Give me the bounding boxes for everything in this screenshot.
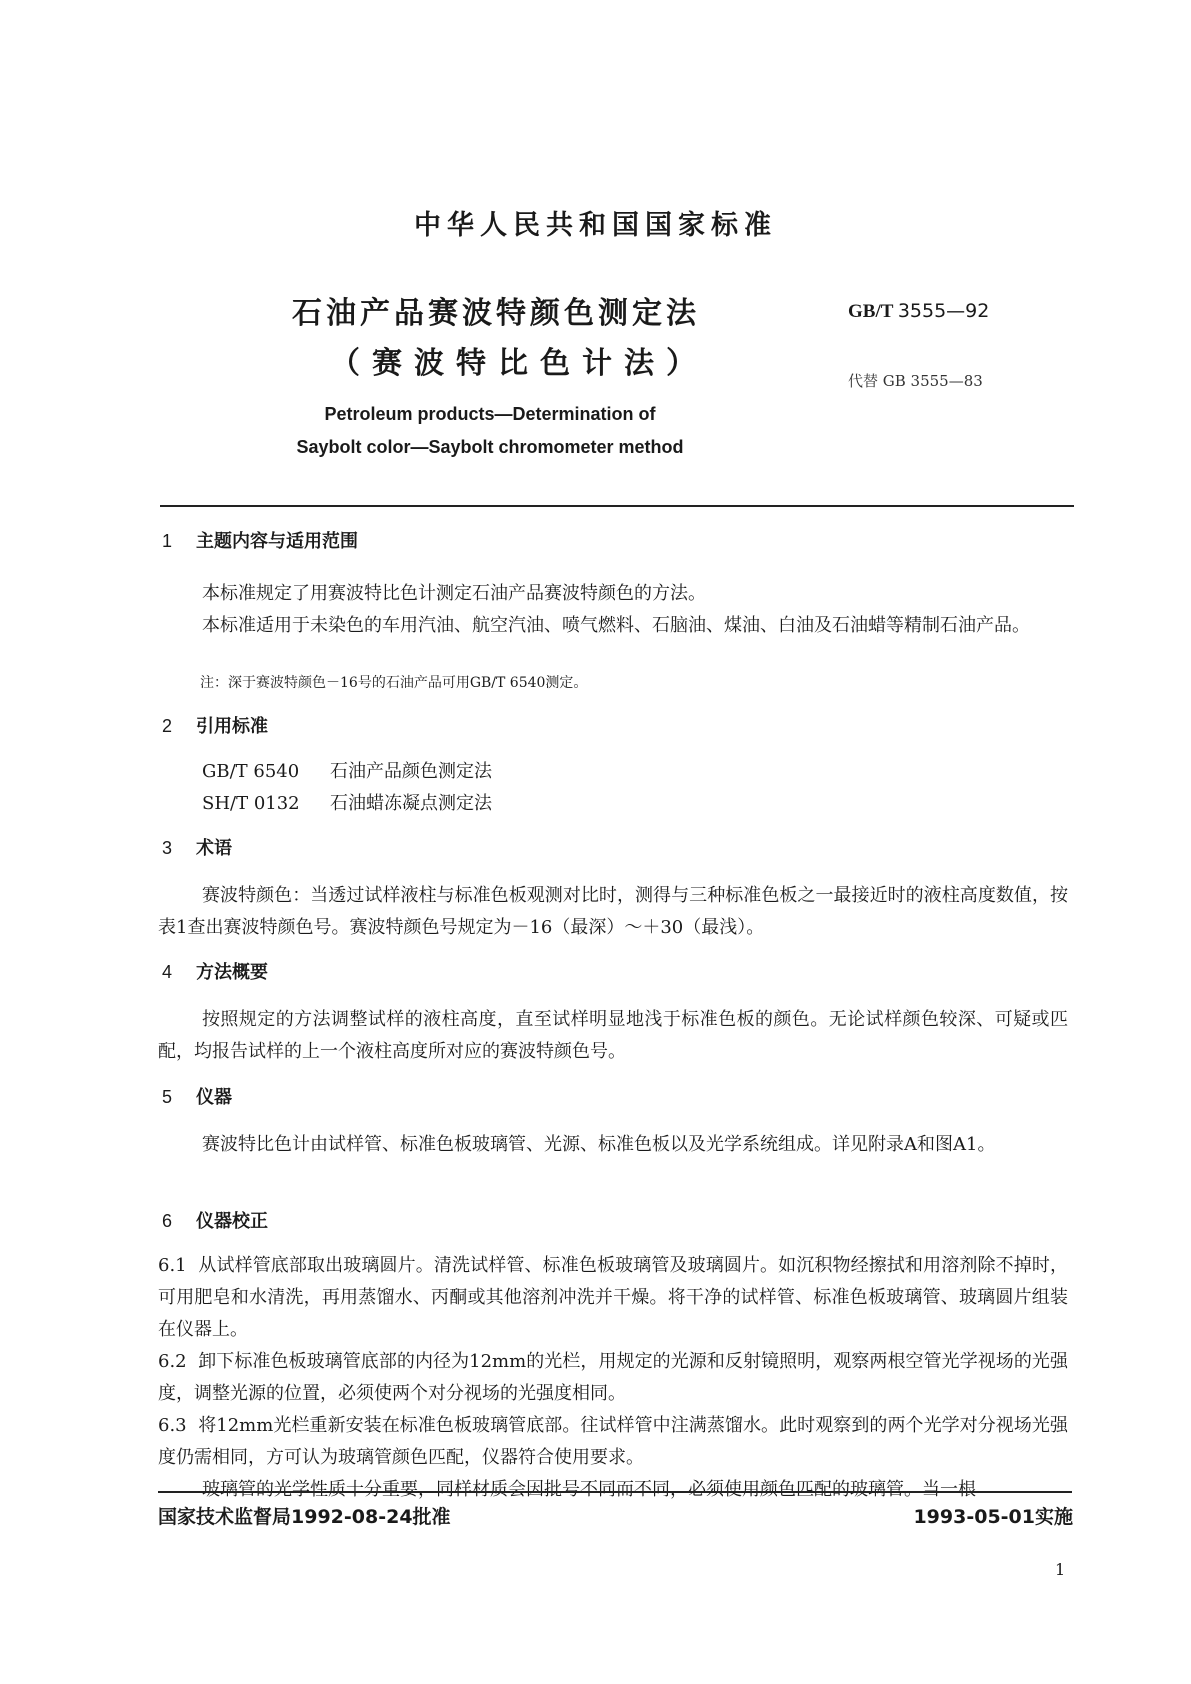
standard-number	[848, 300, 989, 323]
effective-date: 1993-05-01实施	[913, 1506, 1073, 1528]
reference-item	[202, 788, 902, 820]
clause-number: 6.3	[158, 1415, 187, 1436]
clause-6-1	[158, 1250, 1068, 1346]
standard-prefix: GB/T	[848, 301, 894, 322]
section-1-heading	[162, 527, 358, 553]
note: 注：深于赛波特颜色－16号的石油产品可用GB/T 6540测定。	[200, 675, 588, 691]
section-number: 3	[162, 838, 173, 858]
reference-code: SH/T 0132	[202, 793, 300, 814]
section-6-heading	[162, 1207, 268, 1233]
section-3-body: 赛波特颜色：当透过试样液柱与标准色板观测对比时，测得与三种标准色板之一最接近时的液柱高度数值，按表1查出赛波特颜色号。赛波特颜色号规定为－16（最深）～＋30（最浅）。	[158, 885, 1068, 938]
reference-code: GB/T 6540	[202, 761, 300, 782]
clause-number: 6.2	[158, 1351, 187, 1372]
clause-number: 6.1	[158, 1255, 187, 1276]
section-2-heading	[162, 712, 268, 738]
reference-name: 石油产品颜色测定法	[330, 761, 492, 782]
english-title	[240, 398, 740, 464]
section-4-heading	[162, 958, 268, 984]
header-divider	[160, 505, 1074, 507]
section-4-body: 按照规定的方法调整试样的液柱高度，直至试样明显地浅于标准色板的颜色。无论试样颜色较深、可疑或匹配，均报告试样的上一个液柱高度所对应的赛波特颜色号。	[158, 1009, 1068, 1062]
clause-6-2	[158, 1346, 1068, 1410]
replaces-standard: 代替 GB 3555—83	[848, 372, 983, 390]
section-title: 仪器	[196, 1087, 232, 1108]
reference-item	[202, 756, 902, 788]
section-1-body	[158, 578, 1068, 642]
page-number: 1	[1055, 1560, 1066, 1579]
clause-text: 卸下标准色板玻璃管底部的内径为12mm的光栏，用规定的光源和反射镜照明，观察两根空管光学视场的光强度，调整光源的位置，必须使两个对分视场的光强度相同。	[158, 1351, 1068, 1404]
english-title-line1: Petroleum products—Determination of	[324, 404, 656, 424]
section-title: 引用标准	[196, 716, 268, 737]
section-5-body: 赛波特比色计由试样管、标准色板玻璃管、光源、标准色板以及光学系统组成。详见附录A和图A1。	[202, 1134, 996, 1155]
clause-6-3	[158, 1410, 1068, 1474]
paragraph: 本标准适用于未染色的车用汽油、航空汽油、喷气燃料、石脑油、煤油、白油及石油蜡等精制石油产品。	[202, 615, 1030, 636]
clause-text: 从试样管底部取出玻璃圆片。清洗试样管、标准色板玻璃管及玻璃圆片。如沉积物经擦拭和用溶剂除不掉时，可用肥皂和水清洗，再用蒸馏水、丙酮或其他溶剂冲洗并干燥。将干净的试样管、标准色板玻璃管、玻璃圆片组装在仪器上。	[158, 1255, 1068, 1340]
approval-line: 国家技术监督局1992-08-24批准	[158, 1506, 451, 1528]
section-6-body	[158, 1250, 1068, 1506]
section-title: 主题内容与适用范围	[196, 531, 358, 552]
standard-code: 3555—92	[897, 300, 990, 322]
section-3-heading	[162, 834, 232, 860]
section-number: 2	[162, 716, 173, 736]
reference-name: 石油蜡冻凝点测定法	[330, 793, 492, 814]
national-standard-heading: 中华人民共和国国家标准	[414, 210, 777, 241]
section-number: 4	[162, 962, 173, 982]
section-title: 方法概要	[196, 962, 268, 983]
document-subtitle: （赛波特比色计法）	[330, 346, 708, 381]
section-5-heading	[162, 1083, 232, 1109]
section-number: 6	[162, 1211, 173, 1231]
paragraph: 本标准规定了用赛波特比色计测定石油产品赛波特颜色的方法。	[202, 583, 706, 604]
section-number: 1	[162, 531, 173, 551]
reference-list	[202, 756, 902, 820]
continuation-text: 玻璃管的光学性质十分重要，同样材质会因批号不同而不同，必须使用颜色匹配的玻璃管。当一根	[202, 1479, 976, 1500]
section-title: 术语	[196, 838, 232, 859]
section-number: 5	[162, 1087, 173, 1107]
clause-text: 将12mm光栏重新安装在标准色板玻璃管底部。往试样管中注满蒸馏水。此时观察到的两个光学对分视场光强度仍需相同，方可认为玻璃管颜色匹配，仪器符合使用要求。	[158, 1415, 1068, 1468]
section-title: 仪器校正	[196, 1211, 268, 1232]
english-title-line2: Saybolt color—Saybolt chromometer method	[296, 437, 684, 457]
footer-divider	[158, 1491, 1072, 1493]
document-title: 石油产品赛波特颜色测定法	[292, 296, 700, 331]
